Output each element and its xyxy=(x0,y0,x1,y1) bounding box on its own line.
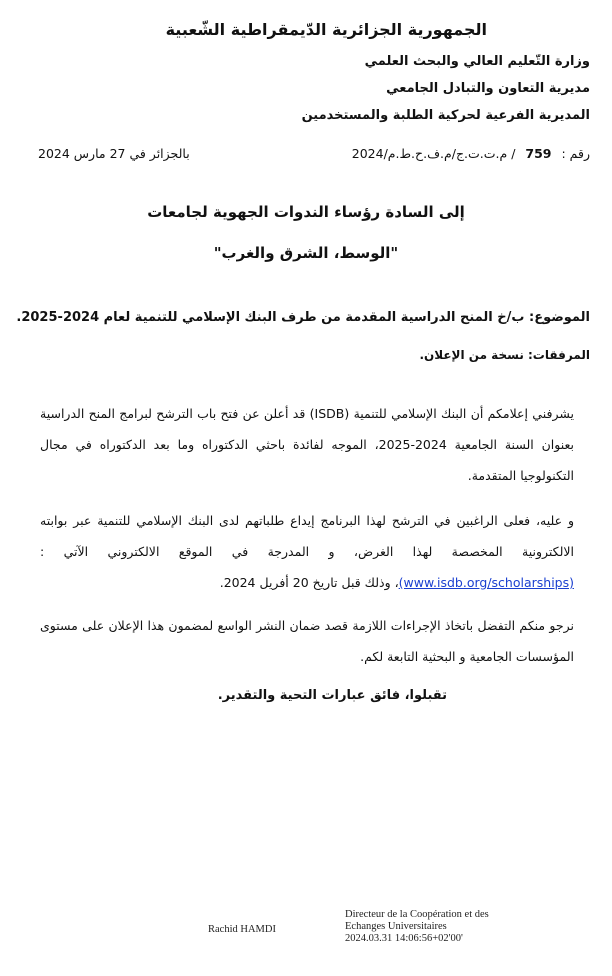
reference-number-value: 759 xyxy=(525,146,552,161)
signatory-name: Rachid HAMDI xyxy=(208,924,276,935)
paragraph-2-deadline: ، وذلك قبل تاريخ 20 أفريل 2024. xyxy=(219,575,399,590)
closing-line: تقبلوا، فائق عبارات التحية والتقدير. xyxy=(217,688,447,703)
body-paragraph-1: يشرفني إعلامكم أن البنك الإسلامي للتنمية (ISDB) قد أعلن عن فتح باب الترشح لبرامج المنح الدراسية بعنوان السنة الجامعية 2024-2025، الموجه لفائدة باحثي الدكتوراه وما بعد الدكتوراه في مجال التكنولوجيا المتقدمة. xyxy=(40,406,575,483)
body-paragraph-2 xyxy=(40,505,574,598)
subject-line: الموضوع: ب/خ المنح الدراسية المقدمة من طرف البنك الإسلامي للتنمية لعام 2024-2025. xyxy=(16,310,590,325)
directorate-name: مديرية التعاون والتبادل الجامعي xyxy=(386,81,590,96)
body-paragraph-3: نرجو منكم التفضل باتخاذ الإجراءات اللازمة قصد ضمان النشر الواسع لمضمون هذا الإعلان على مستوى المؤسسات الجامعية و البحثية التابعة لكم. xyxy=(40,618,574,664)
republic-title: الجمهورية الجزائرية الدّيمقراطية الشّعبية xyxy=(165,20,487,39)
attachments-line: المرفقات: نسخة من الإعلان. xyxy=(419,348,590,362)
addressee-line-1: إلى السادة رؤساء الندوات الجهوية لجامعات xyxy=(147,203,465,221)
scholarships-link[interactable]: (www.isdb.org/scholarships) xyxy=(398,575,574,590)
paragraph-2-text: و عليه، فعلى الراغبين في الترشح لهذا البرنامج إيداع طلباتهم لدى البنك الإسلامي للتنمية عبر بوابته الالكترونية المخصصة لهذا الغرض، و المدرجة في الموقع الالكتروني الآتي : xyxy=(40,513,574,559)
ministry-name: وزارة التّعليم العالي والبحث العلمي xyxy=(364,54,590,69)
addressee-line-2: "الوسط، الشرق والغرب" xyxy=(213,244,399,262)
reference-code: / م.ت.ت.ج/م.ف.ح.ط.م/2024 xyxy=(351,146,516,161)
signature-timestamp: 2024.03.31 14:06:56+02'00' xyxy=(345,933,463,944)
reference-number xyxy=(352,146,590,161)
subdirectorate-name: المديرية الفرعية لحركية الطلبة والمستخدمين xyxy=(301,108,590,123)
reference-label: رقم : xyxy=(561,146,590,161)
digital-signature-block xyxy=(345,909,489,945)
signatory-title-line-2: Echanges Universitaires xyxy=(345,921,447,932)
letter-date: بالجزائر في 27 مارس 2024 xyxy=(38,146,190,161)
signatory-title-line-1: Directeur de la Coopération et des xyxy=(345,909,489,920)
